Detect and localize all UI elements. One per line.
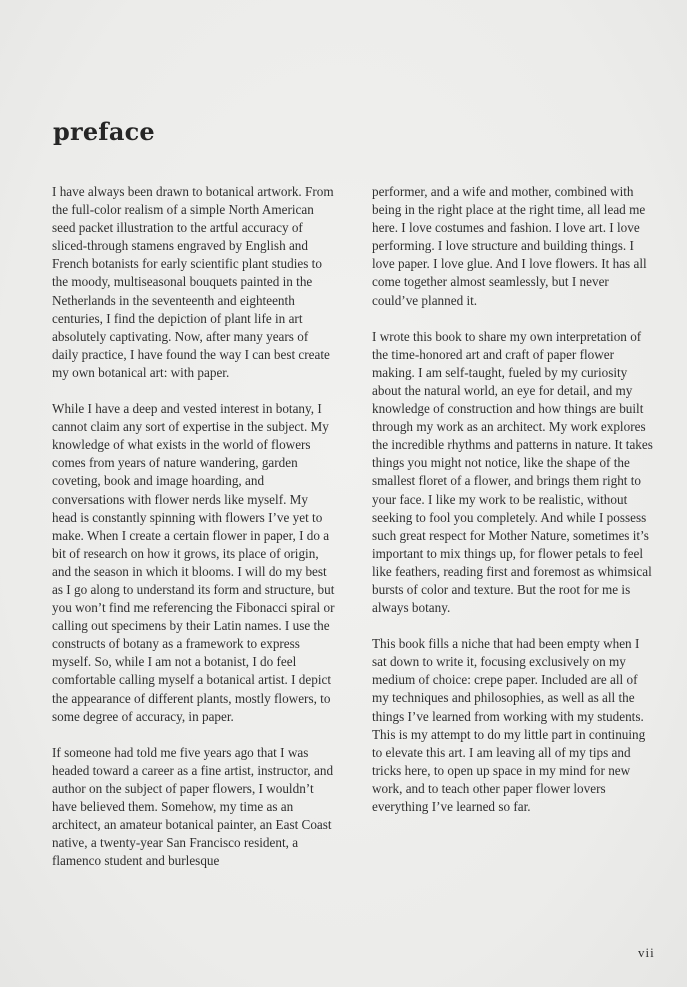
paragraph: performer, and a wife and mother, combined with being in the right place at the right time, all lead me here. I love costumes and fashion. I love art. I love performing. I love structure and building things. I love paper. I love glue. And I love flowers. It has all come together almost seamlessly, but I never could’ve planned it. [372,184,647,308]
paragraph: While I have a deep and vested interest in botany, I cannot claim any sort of expertise in the subject. My knowledge of what exists in the world of flowers comes from years of nature wandering, garden coveting, book and image hoarding, and conversations with flower nerds like myself. My head is constantly spinning with flowers I’ve yet to make. When I create a certain flower in paper, I do a bit of research on how it grows, its place of origin, and the season in which it blooms. I will do my best as I go along to understand its form and structure, but you won’t find me referencing the Fibonacci spiral or calling out specimens by their Latin names. I use the constructs of botany as a framework to express myself. So, while I am not a botanist, I do feel comfortable calling myself a botanical artist. I depict the appearance of different plants, mostly flowers, to some degree of accuracy, in paper. [52,401,335,724]
page-number: vii [638,945,655,960]
page-title: preface [53,117,155,146]
paragraph: I wrote this book to share my own interpretation of the time-honored art and craft of paper flower making. I am self-taught, fueled by my curiosity about the natural world, an eye for detail, and my knowledge of construction and how things are built through my work as an architect. My work explores the incredible rhythms and patterns in nature. It takes things you might not notice, like the shape of the smallest floret of a flower, and brings them right to your face. I like my work to be realistic, without seeking to fool you completely. And while I possess such great respect for Mother Nature, sometimes it’s important to mix things up, for flower petals to feel like feathers, reading first and foremost as whimsical bursts of color and texture. But the root for me is always botany. [372,328,653,616]
paragraph: This book fills a niche that had been empty when I sat down to write it, focusing exclusively on my medium of choice: crepe paper. Included are all of my techniques and philosophies, as well as all the things I’ve learned from working with my students. This is my attempt to do my little part in continuing to elevate this art. I am leaving all of my tips and tricks here, to open up space in my mind for new work, and to teach other paper flower lovers everything I’ve learned so far. [372,636,646,814]
paragraph: I have always been drawn to botanical artwork. From the full-color realism of a simple North American seed packet illustration to the artful accuracy of sliced-through stamens engraved by English and French botanists for early scientific plant studies to the moody, multiseasonal bouquets painted in the Netherlands in the seventeenth and eighteenth centuries, I find the depiction of plant life in art absolutely captivating. Now, after many years of daily practice, I have found the way I can best create my own botanical art: with paper. [52,184,334,380]
right-column [372,183,655,834]
paragraph: If someone had told me five years ago that I was headed toward a career as a fine artist, instructor, and author on the subject of paper flowers, I wouldn’t have believed them. Somehow, my time as an architect, an amateur botanical painter, an East Coast native, a twenty-year San Francisco resident, a flamenco student and burlesque [52,744,334,869]
left-column [52,183,335,888]
